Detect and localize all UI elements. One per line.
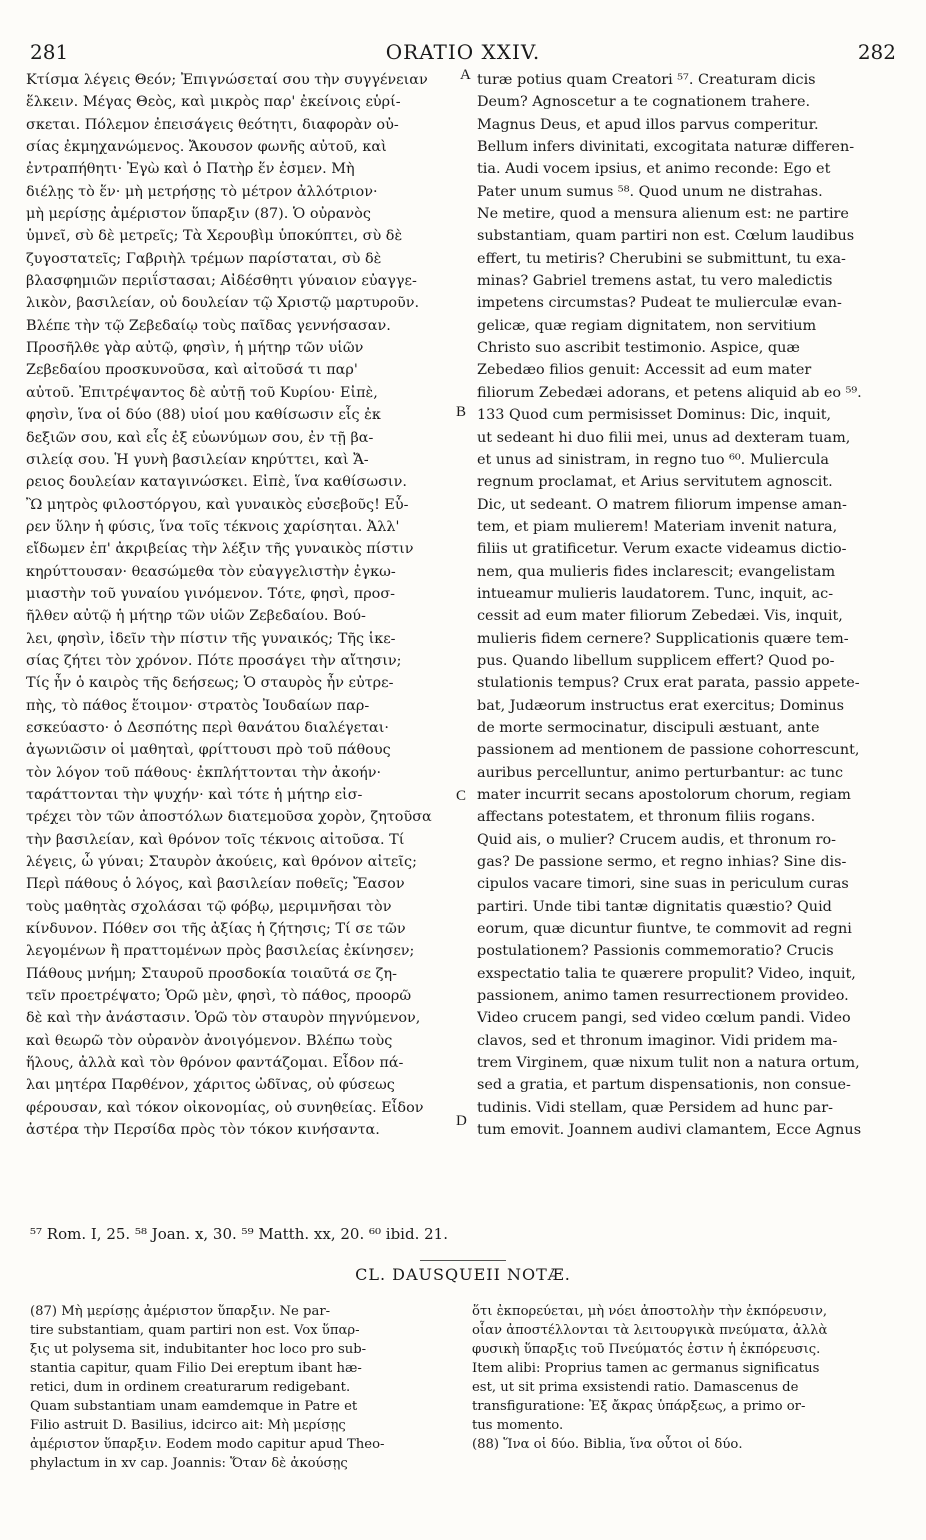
greek-text-line: ρεν ὕλην ἡ φύσις, ἵνα τοῖς τέκνοις χαρίσηται. Ἀλλ'	[26, 518, 400, 535]
latin-text-line: tia. Audi vocem ipsius, et animo reconde: Ego et	[477, 161, 831, 178]
latin-text-line: filiorum Zebedæi adorans, et petens aliquid ab eo ⁵⁹.	[477, 384, 862, 401]
latin-text-line: Bellum infers divinitati, excogitata naturæ differen-	[477, 139, 855, 156]
greek-text-line: εἴδωμεν ἐπ' ἀκριβείας τὴν λέξιν τῆς γυναικὸς πίστιν	[26, 541, 414, 558]
latin-text-line: filiis ut gratificetur. Verum exacte videamus dictio-	[477, 541, 847, 558]
greek-text-line: λαι μητέρα Παρθένον, χάριτος ὠδῖνας, οὐ φύσεως	[26, 1077, 395, 1094]
page-header	[0, 40, 926, 70]
note-line: tire substantiam, quam partiri non est. Vox ὕπαρ-	[30, 1323, 360, 1338]
greek-text-line: Βλέπε τὴν τῷ Ζεβεδαίῳ τοὺς παῖδας γεννήσασαν.	[26, 317, 391, 334]
latin-text-line: intueamur mulieris laudatorem. Tunc, inquit, ac-	[477, 585, 834, 602]
latin-text-line: cipulos vacare timori, sine suas in periculum curas	[477, 876, 849, 893]
note-line: ἀμέριστον ὕπαρξιν. Eodem modo capitur apud Theo-	[30, 1437, 385, 1452]
greek-text-line: διέλῃς τὸ ἕν· μὴ μετρήσῃς τὸ μέτρον ἀλλότριον·	[26, 183, 378, 200]
latin-text-line: Deum? Agnoscetur a te cognationem trahere.	[477, 94, 811, 111]
latin-text-line: regnum proclamat, et Arius servitutem agnoscit.	[477, 474, 833, 491]
note-line: ξις ut polysema sit, indubitanter hoc loco pro sub-	[30, 1342, 367, 1357]
greek-text-line: ἀγωνιῶσιν οἱ μαθηταὶ, φρίττουσι πρὸ τοῦ πάθους	[26, 742, 391, 759]
margin-letter-a: A	[460, 67, 471, 83]
latin-text-line: Quid ais, o mulier? Crucem audis, et thronum ro-	[477, 831, 836, 848]
margin-letter-b: B	[456, 404, 467, 420]
greek-text-line: τρέχει τὸν τῶν ἀποστόλων διατεμοῦσα χορὸν, ζητοῦσα	[26, 809, 432, 826]
notes-right-column	[472, 1302, 902, 1454]
greek-text-line: πὴς, τὸ πάθος ἕτοιμον· στρατὸς Ἰουδαίων παρ-	[26, 697, 370, 714]
notes-heading: CL. DAUSQUEII NOTÆ.	[355, 1265, 571, 1284]
greek-text-line: Πάθους μνήμη; Σταυροῦ προσδοκία τοιαῦτά σε ζη-	[26, 965, 397, 982]
latin-text-line: Dic, ut sedeant. O matrem filiorum impense aman-	[477, 496, 847, 513]
greek-text-line: τοὺς μαθητὰς σχολάσαι τῷ φόβῳ, μεριμνῆσαι τὸν	[26, 898, 392, 915]
greek-text-line: Προσῆλθε γὰρ αὐτῷ, φησὶν, ἡ μήτηρ τῶν υἱῶν	[26, 340, 364, 357]
greek-text-line: ῆλθεν αὐτῷ ἡ μήτηρ τῶν υἱῶν Ζεβεδαίου. Βού-	[26, 608, 366, 625]
greek-text-line: Ὢ μητρὸς φιλοστόργου, καὶ γυναικὸς εὐσεβοῦς! Εὗ-	[26, 496, 409, 513]
note-line: ὅτι ἐκπορεύεται, μὴ νόει ἀποστολὴν τὴν ἐκπόρευσιν,	[472, 1304, 828, 1319]
latin-text-line: substantiam, quam partiri non est. Cœlum laudibus	[477, 228, 855, 245]
greek-text-line: Τίς ἦν ὁ καιρὸς τῆς δεήσεως; Ὁ σταυρὸς ἦν εὐτρε-	[26, 675, 394, 692]
greek-text-line: μὴ μερίσῃς ἀμέριστον ὕπαρξιν (87). Ὁ οὐρανὸς	[26, 206, 371, 223]
latin-text-line: gas? De passione sermo, et regno inhias? Sine dis-	[477, 854, 847, 871]
greek-text-line: κίνδυνον. Πόθεν σοι τῆς ἀξίας ἡ ζήτησις; Τί σε τῶν	[26, 921, 406, 938]
latin-text-line: mulieris fidem cernere? Supplicationis quære tem-	[477, 630, 849, 647]
greek-text-line: τεῖν προετρέψατο; Ὁρῶ μὲν, φησὶ, τὸ πάθος, προορῶ	[26, 988, 412, 1005]
greek-text-line: ἐντραπήθητι· Ἐγὼ καὶ ὁ Πατὴρ ἕν ἐσμεν. Μὴ	[26, 161, 355, 178]
greek-text-line: ὑμνεῖ, σὺ δὲ μετρεῖς; Τὰ Χερουβὶμ ὑποκύπτει, σὺ δὲ	[26, 228, 403, 245]
greek-text-line: ἥλους, ἀλλὰ καὶ τὸν θρόνον φαντάζομαι. Εἶδον πά-	[26, 1055, 404, 1072]
latin-text-line: sed a gratia, et partum dispensationis, non consue-	[477, 1077, 851, 1094]
greek-text-line: ἕλκειν. Μέγας Θεὸς, καὶ μικρὸς παρ' ἐκείνοις εὑρί-	[26, 94, 401, 111]
greek-text-line: ζυγοστατεῖς; Γαβριὴλ τρέμων παρίσταται, σὺ δὲ	[26, 250, 382, 267]
margin-letter-d: D	[456, 1113, 467, 1129]
latin-text-line: nem, qua mulieris fides inclarescit; evangelistam	[477, 563, 836, 580]
latin-text-line: bat, Judæorum instructus erat exercitus; Dominus	[477, 697, 845, 714]
running-title: ORATIO XXIV.	[385, 40, 541, 64]
latin-text-line: partiri. Unde tibi tantæ dignitatis quæstio? Quid	[477, 898, 832, 915]
greek-text-line: τὸν λόγον τοῦ πάθους· ἐκπλήττονται τὴν ἀκοήν·	[26, 764, 382, 781]
latin-text-line: passionem ad mentionem de passione cohorrescunt,	[477, 742, 860, 759]
greek-text-line: τὴν βασιλείαν, καὶ θρόνον τοῖς τέκνοις αἰτοῦσα. Τί	[26, 831, 405, 848]
divider	[420, 1260, 506, 1261]
latin-text-line: effert, tu metiris? Cherubini se submittunt, tu exa-	[477, 250, 846, 267]
latin-text-line: Ne metire, quod a mensura alienum est: ne partire	[477, 206, 849, 223]
note-line: phylactum in xv cap. Joannis: Ὅταν δὲ ἀκούσῃς	[30, 1456, 348, 1471]
greek-text-line: δὲ καὶ τὴν ἀνάστασιν. Ὁρῶ τὸν σταυρὸν πηγνύμενον,	[26, 1010, 421, 1027]
latin-text-line: turæ potius quam Creatori ⁵⁷. Creaturam dicis	[477, 72, 816, 88]
latin-text-line: Video crucem pangi, sed video cœlum pandi. Video	[477, 1010, 851, 1027]
latin-text-line: stulationis tempus? Crux erat parata, passio appete-	[477, 675, 860, 692]
margin-letter-c: C	[456, 788, 467, 804]
greek-text-line: λικὸν, βασιλείαν, οὐ δουλείαν τῷ Χριστῷ μαρτυροῦν.	[26, 295, 420, 312]
greek-text-column	[26, 69, 458, 1142]
note-line: tus momento.	[472, 1418, 564, 1433]
note-line: Item alibi: Proprius tamen ac germanus significatus	[472, 1361, 820, 1376]
latin-text-line: Pater unum sumus ⁵⁸. Quod unum ne distrahas.	[477, 183, 823, 200]
greek-text-line: βλασφημιῶν περιΐστασαι; Αἰδέσθητι γύναιον εὐαγγε-	[26, 273, 417, 290]
latin-text-line: cessit ad eum mater filiorum Zebedæi. Vis, inquit,	[477, 608, 843, 625]
latin-text-line: exspectatio talia te quærere propulit? Video, inquit,	[477, 965, 856, 982]
footnotes: ⁵⁷ Rom. I, 25. ⁵⁸ Joan. x, 30. ⁵⁹ Matth. xx, 20. ⁶⁰ ibid. 21.	[30, 1225, 448, 1243]
note-line: retici, dum in ordinem creaturarum redigebant.	[30, 1380, 351, 1395]
greek-text-line: Ζεβεδαίου προσκυνοῦσα, καὶ αἰτοῦσά τι παρ'	[26, 362, 358, 379]
note-line: est, ut sit prima exsistendi ratio. Damascenus de	[472, 1380, 799, 1395]
latin-text-line: tudinis. Vidi stellam, quæ Persidem ad hunc par-	[477, 1099, 833, 1116]
latin-text-line: minas? Gabriel tremens astat, tu vero maledictis	[477, 273, 833, 290]
latin-text-line: tem, et piam mulierem! Materiam invenit natura,	[477, 518, 838, 535]
latin-text-line: affectans potestatem, et thronum filiis rogans.	[477, 809, 816, 826]
greek-text-line: σκεται. Πόλεμον ἐπεισάγεις θεότητι, διαφορὰν οὐ-	[26, 116, 399, 133]
note-line: stantia capitur, quam Filio Dei ereptum ibant hæ-	[30, 1361, 362, 1376]
greek-text-line: σιλείᾳ σου. Ἡ γυνὴ βασιλείαν κηρύττει, καὶ Ἄ-	[26, 451, 369, 468]
latin-text-line: gelicæ, quæ regiam dignitatem, non servitium	[477, 317, 817, 334]
greek-text-line: σίας ζήτει τὸν χρόνον. Πότε προσάγει τὴν αἴτησιν;	[26, 652, 402, 669]
latin-text-line: auribus percelluntur, animo perturbantur: ac tunc	[477, 764, 844, 781]
greek-text-line: σίας ἐκμηχανώμενος. Ἄκουσον φωνῆς αὐτοῦ, καὶ	[26, 139, 387, 156]
latin-text-line: tum emovit. Joannem audivi clamantem, Ecce Agnus	[477, 1122, 862, 1139]
note-line: Filio astruit D. Basilius, idcirco ait: Μὴ μερίσῃς	[30, 1418, 346, 1433]
note-line: φυσικὴ ὕπαρξις τοῦ Πνεύματός ἐστιν ἡ ἐκπόρευσις.	[472, 1342, 821, 1357]
greek-text-line: λεγομένων ἢ πραττομένων πρὸς βασιλείας ἐκίνησεν;	[26, 943, 415, 960]
greek-text-line: Περὶ πάθους ὁ λόγος, καὶ βασιλείαν ποθεῖς; Ἔασον	[26, 876, 405, 893]
note-line: transfiguratione: Ἐξ ἄκρας ὑπάρξεως, a primo or-	[472, 1399, 806, 1414]
latin-text-line: et unus ad sinistram, in regno tuo ⁶⁰. Muliercula	[477, 451, 829, 468]
greek-text-line: καὶ θεωρῶ τὸν οὐρανὸν ἀνοιγόμενον. Βλέπω τοὺς	[26, 1032, 393, 1049]
greek-text-line: ἀστέρα τὴν Περσίδα πρὸς τὸν τόκον κινήσαντα.	[26, 1122, 380, 1139]
latin-text-line: clavos, sed et thronum imaginor. Vidi pridem ma-	[477, 1032, 838, 1049]
greek-text-line: εσκεύαστο· ὁ Δεσπότης περὶ θανάτου διαλέγεται·	[26, 719, 389, 736]
greek-text-line: φησὶν, ἵνα οἱ δύο (88) υἱοί μου καθίσωσιν εἷς ἐκ	[26, 407, 381, 424]
greek-text-line: λέγεις, ὦ γύναι; Σταυρὸν ἀκούεις, καὶ θρόνον αἰτεῖς;	[26, 854, 417, 871]
greek-text-line: δεξιῶν σου, καὶ εἷς ἐξ εὐωνύμων σου, ἐν τῇ βα-	[26, 429, 374, 446]
latin-text-line: impetens circumstas? Pudeat te mulierculæ evan-	[477, 295, 842, 312]
greek-text-line: κηρύττουσαν· θεασώμεθα τὸν εὐαγγελιστὴν ἐγκω-	[26, 563, 396, 580]
latin-text-line: pus. Quando libellum supplicem effert? Quod po-	[477, 652, 835, 669]
latin-text-line: Christo suo ascribit testimonio. Aspice, quæ	[477, 340, 800, 357]
page-number-right: 282	[857, 40, 896, 64]
latin-text-line: de morte sermocinatur, discipuli æstuant, ante	[477, 719, 820, 736]
latin-text-line: trem Virginem, quæ nixum tulit non a natura ortum,	[477, 1055, 860, 1072]
greek-text-line: αὐτοῦ. Ἐπιτρέψαντος δὲ αὐτῇ τοῦ Κυρίου· Εἰπὲ,	[26, 384, 378, 401]
latin-text-line: mater incurrit secans apostolorum chorum, regiam	[477, 787, 851, 803]
latin-text-line: Zebedæo filios genuit: Accessit ad eum mater	[477, 362, 812, 379]
latin-text-line: 133 Quod cum permisisset Dominus: Dic, inquit,	[477, 407, 832, 424]
greek-text-line: ταράττονται τὴν ψυχήν· καὶ τότε ἡ μήτηρ εἰσ-	[26, 787, 363, 803]
latin-text-line: postulationem? Passionis commemoratio? Crucis	[477, 943, 834, 960]
note-line: (87) Μὴ μερίσῃς ἀμέριστον ὕπαρξιν. Ne par-	[30, 1304, 331, 1319]
greek-text-line: φέρουσαν, καὶ τόκον οἰκονομίας, οὐ συνηθείας. Εἶδον	[26, 1099, 424, 1116]
greek-text-line: λει, φησὶν, ἰδεῖν τὴν πίστιν τῆς γυναικός; Τῆς ἱκε-	[26, 630, 396, 647]
greek-text-line: Κτίσμα λέγεις Θεόν; Ἐπιγνώσεταί σου τὴν συγγένειαν	[26, 72, 428, 88]
latin-text-column	[477, 69, 901, 1142]
page-number-left: 281	[30, 40, 69, 64]
greek-text-line: μιαστὴν τοῦ γυναίου γινόμενον. Τότε, φησὶ, προσ-	[26, 585, 396, 602]
greek-text-line: ρειος δουλείαν καταγινώσκει. Εἰπὲ, ἵνα καθίσωσιν.	[26, 474, 407, 491]
note-line: (88) Ἵνα οἱ δύο. Biblia, ἵνα οὗτοι οἱ δύο.	[472, 1437, 743, 1452]
latin-text-line: Magnus Deus, et apud illos parvus comperitur.	[477, 116, 819, 133]
latin-text-line: passionem, animo tamen resurrectionem provideo.	[477, 988, 849, 1005]
latin-text-line: ut sedeant hi duo filii mei, unus ad dexteram tuam,	[477, 429, 851, 446]
notes-left-column	[30, 1302, 450, 1473]
latin-text-line: eorum, quæ dicuntur fiuntve, te commovit ad regni	[477, 921, 852, 938]
note-line: οἷαν ἀποστέλλονται τὰ λειτουργικὰ πνεύματα, ἀλλὰ	[472, 1323, 828, 1338]
note-line: Quam substantiam unam eamdemque in Patre et	[30, 1399, 358, 1414]
